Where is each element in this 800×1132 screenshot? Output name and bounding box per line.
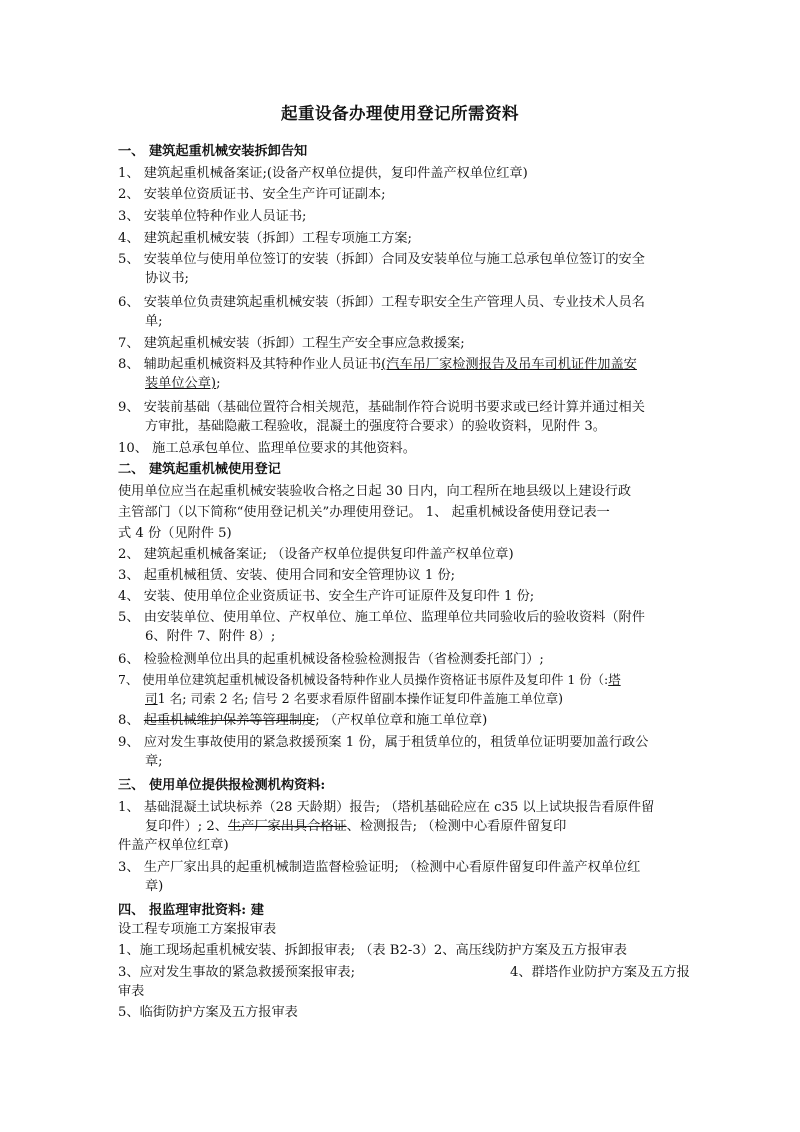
s2-item-5: 5、 由安装单位、使用单位、产权单位、施工单位、监理单位共同验收后的验收资料（附件 — [118, 610, 645, 625]
s2-item-3: 3、 起重机械租赁、安装、使用合同和安全管理协议 1 份; — [118, 568, 456, 583]
s2-item-6: 6、 检验检测单位出具的起重机械设备检验检测报告（省检测委托部门）; — [118, 652, 544, 667]
s3-item-2-struck: 生产厂家出具合格证 — [227, 819, 347, 834]
s2-item-7-cont — [145, 690, 563, 708]
s1-item-4: 4、 建筑起重机械安装（拆卸）工程专项施工方案; — [118, 231, 412, 246]
section-1-heading: 一、 建筑起重机械安装拆卸告知 — [118, 144, 308, 159]
s4-paragraph-1: 设工程专项施工方案报审表 — [118, 922, 277, 937]
s1-item-1: 1、 建筑起重机械备案证;(设备产权单位提供，复印件盖产权单位红章) — [118, 166, 528, 181]
s2-item-8 — [118, 712, 487, 730]
section-3-heading: 三、 使用单位提供报检测机构资料: — [118, 778, 326, 793]
s2-item-7-text: 7、 使用单位建筑起重机械设备机械设备特种作业人员操作资格证书原件及复印件 1 份（: — [118, 672, 609, 687]
s2-paragraph-2: 主管部门（以下简称“使用登记机关”办理使用登记。 1、 起重机械设备使用登记表一 — [118, 505, 610, 520]
s2-item-2: 2、 建筑起重机械备案证; （设备产权单位提供复印件盖产权单位章) — [118, 547, 514, 562]
s1-item-8-cont-end: ; — [216, 376, 221, 391]
s1-item-6-cont: 单; — [145, 314, 163, 329]
document-title: 起重设备办理使用登记所需资料 — [281, 104, 519, 123]
s2-item-8-struck: 起重机械维护保养等管理制度 — [143, 713, 316, 728]
s3-item-1: 1、 基础混凝土试块标养（28 天龄期）报告; （塔机基础砼应在 c35 以上试块报告看原件留 — [118, 800, 655, 815]
s1-item-8-text: 8、 辅助起重机械资料及其特种作业人员证书 — [118, 357, 382, 372]
s1-item-5-cont: 协议书; — [145, 271, 190, 286]
s2-paragraph-1: 使用单位应当在起重机械安装验收合格之日起 30 日内，向工程所在地县级以上建设行政 — [118, 484, 632, 499]
s3-item-3: 3、 生产厂家出具的起重机械制造监督检验证明; （检测中心看原件留复印件盖产权单位红 — [118, 860, 641, 875]
s1-item-3: 3、 安装单位特种作业人员证书; — [118, 209, 307, 224]
s3-item-1-cont-text: 复印件）; 2、 — [145, 819, 228, 834]
s2-item-5-cont: 6、附件 7、附件 8）; — [145, 629, 276, 644]
s1-item-10: 10、 施工总承包单位、监理单位要求的其他资料。 — [118, 441, 416, 456]
s2-paragraph-3: 式 4 份（见附件 5) — [118, 526, 232, 541]
s1-item-8 — [118, 356, 637, 374]
s1-item-7: 7、 建筑起重机械安装（拆卸）工程生产安全事应急救援案; — [118, 336, 465, 351]
s3-item-2-text: 、检测报告; （检测中心看原件留复印 — [346, 819, 567, 834]
section-4-heading: 四、 报监理审批资料: 建 — [118, 903, 264, 918]
s1-item-6: 6、 安装单位负责建筑起重机械安装（拆卸）工程专职安全生产管理人员、专业技术人员名 — [118, 295, 645, 310]
s2-item-9-cont: 章; — [145, 754, 163, 769]
s4-item-1: 1、施工现场起重机械安装、拆卸报审表; （表 B2-3）2、高压线防护方案及五方报审表 — [118, 943, 627, 958]
s2-item-8-text: ; （产权单位章和施工单位章) — [315, 713, 488, 728]
s1-item-8-underlined: (汽车吊厂家检测报告及吊车司机证件加盖安 — [381, 357, 637, 372]
s1-item-9: 9、 安装前基础（基础位置符合相关规范，基础制作符合说明书要求或已经计算并通过相关 — [118, 400, 645, 415]
section-2-heading: 二、 建筑起重机械使用登记 — [118, 462, 281, 477]
s4-item-4-cont: 审表 — [118, 984, 145, 999]
s3-item-3-cont: 章) — [145, 879, 164, 894]
s2-item-8-number: 8、 — [118, 713, 144, 728]
s4-item-5: 5、临街防护方案及五方报审表 — [118, 1005, 298, 1020]
s1-item-5: 5、 安装单位与使用单位签订的安装（拆卸）合同及安装单位与施工总承包单位签订的安全 — [118, 252, 645, 267]
s2-item-7-underlined: 塔 — [608, 672, 621, 687]
s2-item-7 — [118, 671, 621, 689]
s3-item-2-cont: 件盖产权单位红章) — [118, 838, 229, 853]
s4-item-4: 4、群塔作业防护方案及五方报 — [510, 965, 690, 980]
s2-item-7-cont-underlined: 司 — [145, 691, 158, 706]
s1-item-2: 2、 安装单位资质证书、安全生产许可证副本; — [118, 187, 386, 202]
s4-item-3: 3、应对发生事故的紧急救援预案报审表; — [118, 965, 356, 980]
s1-item-9-cont: 方审批，基础隐蔽工程验收，混凝土的强度符合要求）的验收资料，见附件 3。 — [145, 419, 606, 434]
s2-item-7-cont-text: 1 名; 司索 2 名; 信号 2 名要求看原件留副本操作证复印件盖施工单位章) — [157, 691, 564, 706]
s2-item-4: 4、 安装、使用单位企业资质证书、安全生产许可证原件及复印件 1 份; — [118, 589, 535, 604]
s1-item-8-cont — [145, 375, 221, 393]
s2-item-9: 9、 应对发生事故使用的紧急救援预案 1 份，属于租赁单位的，租赁单位证明要加盖行政公 — [118, 735, 649, 750]
s1-item-8-cont-underlined: 装单位公章) — [145, 376, 217, 391]
s3-item-1-cont — [145, 818, 566, 836]
